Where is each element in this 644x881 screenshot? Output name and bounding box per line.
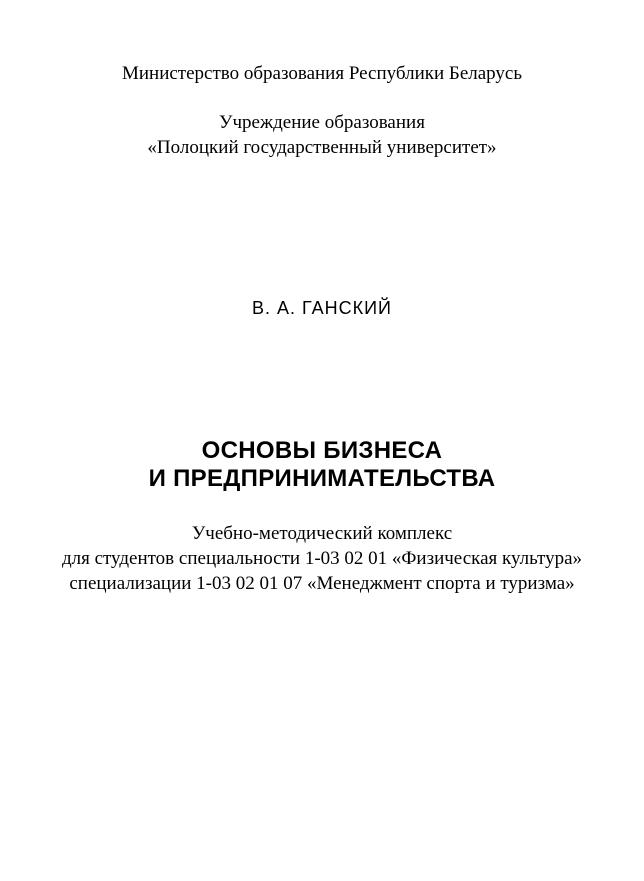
subtitle-line-2: для студентов специальности 1-03 02 01 «Физическая культура» bbox=[61, 548, 583, 569]
book-title-line-1: ОСНОВЫ БИЗНЕСА bbox=[201, 437, 443, 464]
book-title-line-2: И ПРЕДПРИНИМАТЕЛЬСТВА bbox=[148, 465, 496, 492]
ministry-line: Министерство образования Республики Беларусь bbox=[121, 63, 523, 84]
subtitle-line-3: специализации 1-03 02 01 07 «Менеджмент спорта и туризма» bbox=[69, 573, 575, 594]
subtitle-line-1: Учебно-методический комплекс bbox=[191, 523, 453, 544]
author-name: В. А. ГАНСКИЙ bbox=[252, 298, 392, 318]
institution-block bbox=[0, 110, 644, 160]
institution-line-1: Учреждение образования bbox=[219, 112, 425, 133]
subtitle-block bbox=[0, 521, 644, 596]
institution-line-2: «Полоцкий государственный университет» bbox=[147, 137, 497, 158]
book-title bbox=[0, 437, 644, 493]
